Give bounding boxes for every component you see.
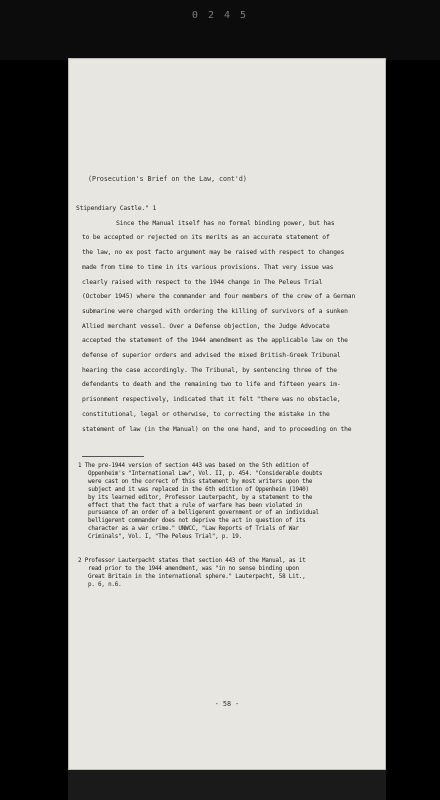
body-line: hearing the case accordingly. The Tribunal, by sentencing three of the: [82, 366, 337, 374]
fn1-line: belligerent commander does not deprive the act in question of its: [88, 518, 306, 525]
fn2-line: 2 Professor Lauterpacht states that section 443 of the Manual, as it: [78, 558, 306, 564]
fn1-line: by its learned editor, Professor Lauterpacht, by a statement to the: [88, 494, 313, 501]
body-line: Since the Manual itself has no formal binding power, but has: [116, 219, 335, 227]
fn1-line: were cast on the correct of this statement by most writers upon the: [88, 478, 313, 485]
fn1-line: subject and it was replaced in the 6th edition of Oppenheim (1940): [88, 486, 309, 493]
body-line: defendants to death and the remaining two to life and fifteen years im-: [82, 381, 341, 389]
body-line: constitutional, legal or otherwise, to correcting the mistake in the: [82, 410, 330, 418]
film-frame-top: [0, 0, 440, 60]
fn1-line: pursuance of an order of a belligerent government or of an individual: [88, 510, 319, 517]
fn2-line: p. 6, n.6.: [88, 581, 122, 588]
fn1-line: effect that the fact that a rule of warfare has been violated in: [88, 502, 303, 509]
body-line: the law, no ex post facto argument may be raised with respect to changes: [82, 249, 345, 257]
fn2-line: Great Britain in the international sphere." Lauterpacht, 58 Lit.,: [88, 573, 306, 580]
page-number: - 58 -: [214, 700, 240, 708]
fn1-line: Criminals", Vol. I, "The Peleus Trial", p. 19.: [88, 534, 242, 541]
body-line: clearly raised with respect to the 1944 change in The Peleus Trial: [82, 278, 323, 286]
document-heading: (Prosecution's Brief on the Law, cont'd): [88, 175, 247, 183]
fn1-line: 1 The pre-1944 version of section 443 was based on the 5th edition of: [78, 463, 309, 469]
body-line: prisonment respectively, indicated that it felt "there was no obstacle,: [82, 396, 341, 404]
footnote-rule: [82, 456, 144, 457]
body-line: Stipendiary Castle." 1: [76, 205, 157, 212]
body-line: submarine were charged with ordering the killing of survivors of a sunken: [82, 307, 348, 315]
body-line: Allied merchant vessel. Over a Defense objection, the Judge Advocate: [82, 322, 330, 330]
film-frame-bottom: [68, 770, 386, 800]
fn2-line: read prior to the 1944 amendment, was "in no sense binding upon: [88, 565, 299, 572]
fn1-line: Oppenheim's "International Law", Vol. II, p. 454. "Considerable doubts: [88, 470, 323, 477]
body-line: (October 1945) where the commander and four members of the crew of a German: [82, 293, 356, 301]
body-line: accepted the statement of the 1944 amendment as the applicable law on the: [82, 337, 348, 345]
fn1-line: character as a war crime." UNWCC, "Law Reports of Trials of War: [88, 526, 299, 533]
body-line: defense of superior orders and advised the mixed British-Greek Tribunal: [82, 352, 341, 359]
body-line: statement of law (in the Manual) on the one hand, and to proceeding on the: [82, 425, 352, 433]
body-line: to be accepted or rejected on its merits as an accurate statement of: [82, 234, 330, 242]
document-page: [68, 58, 386, 770]
frame-number: 0 2 4 5: [191, 10, 249, 21]
body-line: made from time to time in its various provisions. That very issue was: [82, 263, 334, 271]
